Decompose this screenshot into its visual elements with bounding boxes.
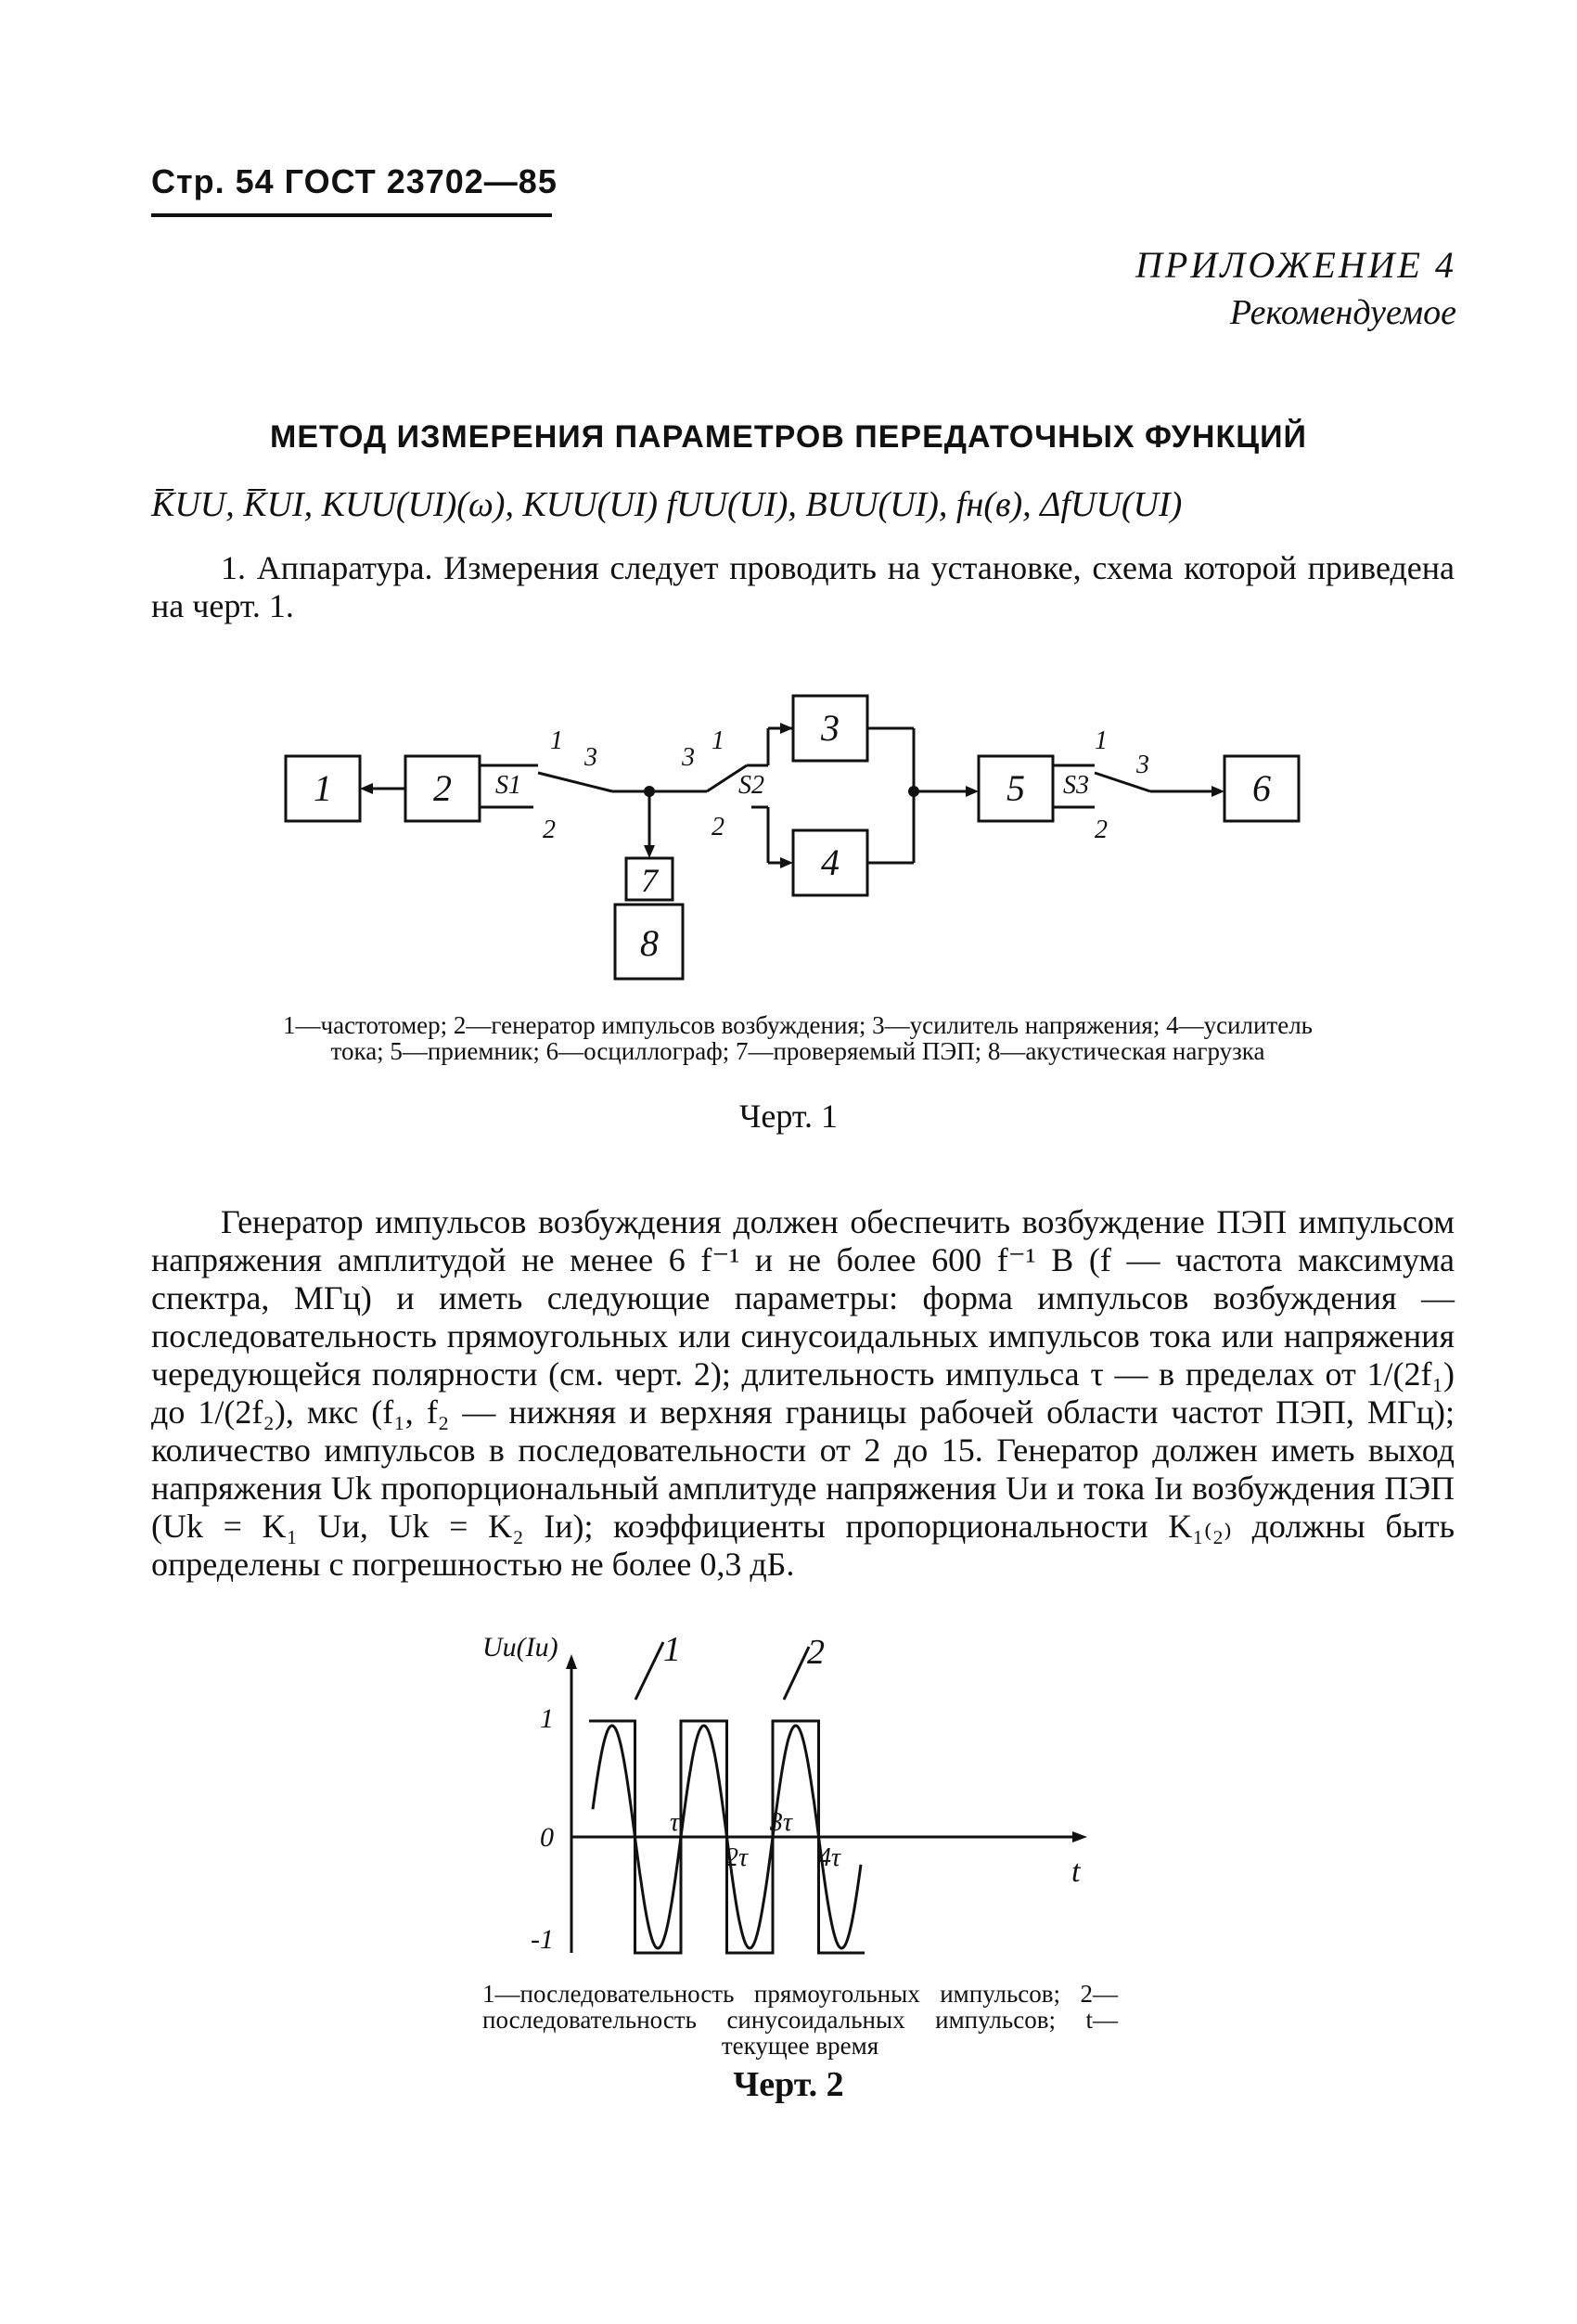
x-axis-arrow xyxy=(1072,1831,1087,1843)
paragraph-generator: Генератор импульсов возбуждения должен обеспечить возбуждение ПЭП импульсом напряжения амплитудой не менее 6 f⁻¹ и не более 600 f⁻¹ В (f — частота максимума спектра, МГц) и иметь следующие параметры: форма импульсов возбуждения — последовательность прямоугольных или синусоидальных импульсов тока или напряжения чередующейся полярности (см. черт. 2); длительность импульса τ — в пределах от 1/(2f₁) до 1/(2f₂), мкс (f₁, f₂ — нижняя и верхняя границы рабочей области частот ПЭП, МГц); количество импульсов в последовательности от 2 до 15. Генератор должен иметь выход напряжения Uk пропорциональный амплитуде напряжения Uи и тока Iи возбуждения ПЭП (Uk = K₁ Uи, Uk = K₂ Iи); коэффициенты пропорциональности K₁₍₂₎ должны быть определены с погрешностью не более 0,3 дБ. xyxy=(151,1203,1455,1583)
formula-line: K̅UU, K̅UI, KUU(UI)(ω), KUU(UI) fUU(UI), BUU(UI), fн(в), ΔfUU(UI) xyxy=(151,485,1183,524)
figure1-caption: 1—частотомер; 2—генератор импульсов возбуждения; 3—усилитель напряжения; 4—усилитель тока; 5—приемник; 6—осциллограф; 7—проверяемый ПЭП; 8—акустическая нагрузка xyxy=(283,1011,1313,1065)
block-4-label: 4 xyxy=(821,841,840,883)
figure2-pulse-chart xyxy=(464,1637,1132,1962)
switch-s2-label: S2 xyxy=(738,771,764,800)
s2-contact-3: 3 xyxy=(682,743,695,772)
time-mark-tau: τ xyxy=(670,1808,680,1837)
series-2-leader xyxy=(784,1647,809,1700)
page-header: Стр. 54 ГОСТ 23702—85 xyxy=(151,162,558,200)
header-underline xyxy=(151,213,552,217)
section-title: МЕТОД ИЗМЕРЕНИЯ ПАРАМЕТРОВ ПЕРЕДАТОЧНЫХ ФУНКЦИЙ xyxy=(270,419,1307,455)
s1-contact-3: 3 xyxy=(584,743,597,772)
ytick-1: 1 xyxy=(540,1703,554,1734)
s3-contact-1: 1 xyxy=(1095,726,1108,755)
s1-contact-1: 1 xyxy=(550,726,563,755)
paragraph-equipment: 1. Аппаратура. Измерения следует проводить на установке, схема которой приведена на черт. 1. xyxy=(151,549,1455,624)
y-axis-arrow xyxy=(566,1654,577,1669)
switch-s3-label: S3 xyxy=(1063,771,1089,800)
figure1-block-diagram xyxy=(260,691,1336,997)
ytick-minus-1: -1 xyxy=(531,1924,554,1955)
block-6-label: 6 xyxy=(1252,767,1271,809)
series-2-label: 2 xyxy=(807,1637,825,1672)
series-1-label: 1 xyxy=(663,1637,681,1669)
ytick-0: 0 xyxy=(540,1822,554,1853)
figure1-label: Черт. 1 xyxy=(739,1098,838,1135)
appendix-status: Рекомендуемое xyxy=(1229,293,1456,332)
appendix-label: ПРИЛОЖЕНИЕ 4 xyxy=(1135,244,1456,286)
s3-contact-3: 3 xyxy=(1136,751,1149,779)
s2-contact-1: 1 xyxy=(712,726,724,755)
y-axis-label: Uи(Iи) xyxy=(482,1637,558,1663)
block-8-label: 8 xyxy=(640,922,659,964)
appendix-block xyxy=(1135,243,1456,333)
figure2-caption: 1—последовательность прямоугольных импульсов; 2—последовательность синусоидальных импульсов; t—текущее время xyxy=(482,1980,1118,2060)
s3-contact-2: 2 xyxy=(1095,815,1108,844)
block-1-label: 1 xyxy=(314,767,332,809)
block-2-label: 2 xyxy=(433,767,452,809)
time-mark-2tau: 2τ xyxy=(725,1843,749,1872)
s2-contact-2: 2 xyxy=(712,813,724,841)
switch-s1-label: S1 xyxy=(495,771,521,800)
time-mark-4tau: 4τ xyxy=(818,1843,841,1872)
figure2-label: Черт. 2 xyxy=(733,2065,844,2104)
x-axis-label: t xyxy=(1071,1855,1081,1889)
block-7-label: 7 xyxy=(641,862,658,899)
s1-contact-2: 2 xyxy=(543,815,556,844)
block-5-label: 5 xyxy=(1006,767,1025,809)
block-3-label: 3 xyxy=(821,707,840,749)
series-1-leader xyxy=(635,1642,663,1700)
time-mark-3tau: 3τ xyxy=(770,1808,793,1837)
